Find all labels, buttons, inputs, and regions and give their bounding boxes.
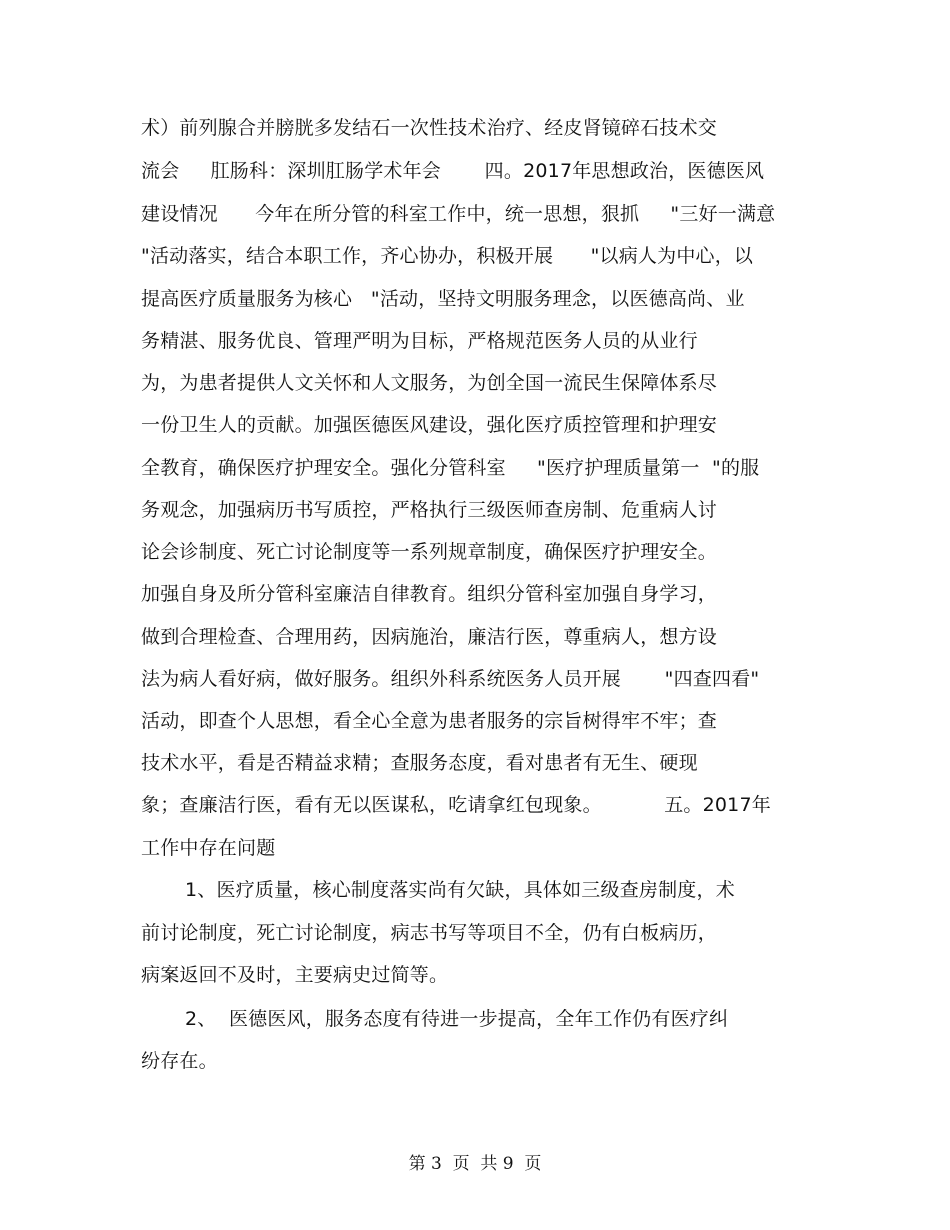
body-text-line: 术）前列腺合并膀胱多发结石一次性技术治疗、经皮肾镜碎石技术交 [141, 117, 718, 139]
body-text-line: 法为病人看好病，做好服务。组织外科系统医务人员开展 "四查四看" [141, 668, 760, 690]
body-text-line: 全教育，确保医疗护理安全。强化分管科室 "医疗护理质量第一 "的服 [141, 457, 760, 479]
section-heading-line: 工作中存在问题 [141, 837, 276, 859]
problem-item-1-cont: 病案返回不及时，主要病史过简等。 [141, 964, 449, 986]
body-text-line: "活动落实，结合本职工作，齐心协办，积极开展 "以病人为中心，以 [141, 245, 754, 267]
page-number-footer: 第 3 页 共 9 页 [408, 1154, 542, 1174]
body-text-line: 象；查廉洁行医，看有无以医谋私，吃请拿红包现象。 五。2017年 [141, 794, 771, 816]
body-text-line: 技术水平，看是否精益求精；查服务态度，看对患者有无生、硬现 [141, 752, 698, 774]
problem-item-1: 1、医疗质量，核心制度落实尚有欠缺，具体如三级查房制度，术 [185, 879, 735, 901]
problem-item-1-cont: 前讨论制度，死亡讨论制度，病志书写等项目不全，仍有白板病历， [141, 922, 718, 944]
problem-item-2: 2、 医德医风，服务态度有待进一步提高，全年工作仍有医疗纠 [185, 1008, 729, 1030]
body-text-line: 加强自身及所分管科室廉洁自律教育。组织分管科室加强自身学习， [141, 583, 718, 605]
problem-item-2-cont: 纷存在。 [141, 1050, 218, 1072]
body-text-line: 提高医疗质量服务为核心 "活动，坚持文明服务理念，以医德高尚、业 [141, 288, 745, 310]
body-text-line: 务精湛、服务优良、管理严明为目标，严格规范医务人员的从业行 [141, 330, 698, 352]
body-text-line: 一份卫生人的贡献。加强医德医风建设，强化医疗质控管理和护理安 [141, 414, 718, 436]
body-text-line: 论会诊制度、死亡讨论制度等一系列规章制度，确保医疗护理安全。 [141, 541, 718, 563]
body-text-line: 活动，即查个人思想，看全心全意为患者服务的宗旨树得牢不牢；查 [141, 710, 718, 732]
body-text-line: 建设情况 今年在所分管的科室工作中，统一思想，狠抓 "三好一满意 [141, 203, 776, 225]
body-text-line: 做到合理检查、合理用药，因病施治，廉洁行医，尊重病人，想方设 [141, 626, 718, 648]
body-text-line: 流会 肛肠科：深圳肛肠学术年会 四。2017年思想政治，医德医风 [141, 160, 765, 182]
body-text-line: 务观念，加强病历书写质控，严格执行三级医师查房制、危重病人讨 [141, 499, 718, 521]
body-text-line: 为，为患者提供人文关怀和人文服务，为创全国一流民生保障体系尽 [141, 372, 718, 394]
